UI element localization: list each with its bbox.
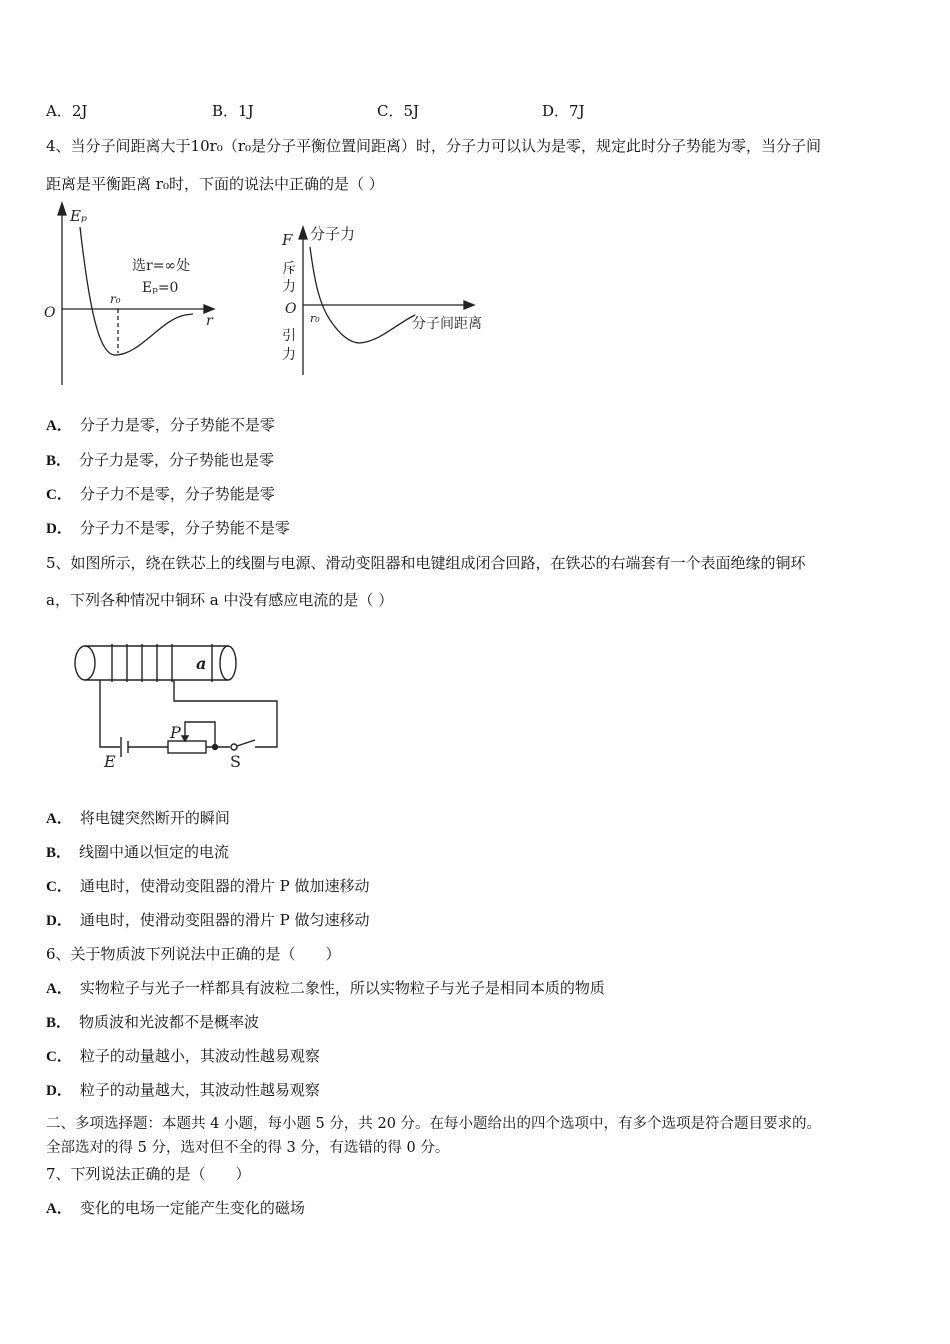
option-text: 线圈中通以恒定的电流 xyxy=(79,843,230,861)
option-text: 物质波和光波都不是概率波 xyxy=(79,1013,260,1031)
q5-stem-line2: a，下列各种情况中铜环 a 中没有感应电流的是（ ） xyxy=(46,591,394,609)
q6-option-b xyxy=(46,1013,259,1032)
q4-stem-line2: 距离是平衡距离 r₀时，下面的说法中正确的是（ ） xyxy=(46,175,384,193)
q3-option-b: B．1J xyxy=(212,102,254,120)
section2-header-line1: 二、多项选择题：本题共 4 小题，每小题 5 分，共 20 分。在每小题给出的四个选项中，有多个选项是符合题目要求的。 xyxy=(46,1116,822,1132)
rheostat-icon xyxy=(168,741,206,753)
q4-option-a xyxy=(46,416,275,435)
option-text: 分子力是零，分子势能不是零 xyxy=(79,416,275,434)
ep-axis-label: Eₚ xyxy=(70,207,87,225)
option-text: 粒子的动量越小，其波动性越易观察 xyxy=(79,1047,320,1065)
f-x-label: 分子间距离 xyxy=(412,316,482,332)
ep-graph xyxy=(44,203,214,385)
section2-header-line2: 全部选对的得 5 分，选对但不全的得 3 分，有选错的得 0 分。 xyxy=(46,1140,450,1156)
q5-stem-line1: 5、如图所示，绕在铁芯上的线圈与电源、滑动变阻器和电键组成闭合回路，在铁芯的右端套有一个表面绝缘的铜环 xyxy=(46,554,806,572)
switch-icon xyxy=(231,744,237,750)
q3-option-d: D．7J xyxy=(542,102,585,120)
q4-figures xyxy=(30,195,530,395)
q5-option-d xyxy=(46,911,369,930)
ep-note-2: Eₚ=0 xyxy=(142,280,179,296)
ep-origin: O xyxy=(44,305,56,321)
ep-x-label: r xyxy=(206,313,213,329)
f-repulse-1: 斥 xyxy=(282,261,296,277)
f-title: 分子力 xyxy=(310,225,356,243)
option-key: D． xyxy=(46,913,72,929)
q6-stem: 6、关于物质波下列说法中正确的是（ ） xyxy=(46,945,341,963)
option-text: 通电时，使滑动变阻器的滑片 P 做匀速移动 xyxy=(79,911,370,929)
q5-option-a xyxy=(46,809,230,828)
option-text: 分子力是零，分子势能也是零 xyxy=(79,451,275,469)
ep-note-1: 选r=∞处 xyxy=(132,258,191,274)
f-attract-1: 引 xyxy=(282,328,296,344)
option-key: B． xyxy=(46,453,72,469)
q5-option-c xyxy=(46,877,369,896)
q4-option-d xyxy=(46,519,290,538)
f-attract-2: 力 xyxy=(282,347,296,363)
option-text: 变化的电场一定能产生变化的磁场 xyxy=(79,1199,305,1217)
option-key: A． xyxy=(46,1201,72,1217)
q4-option-c xyxy=(46,485,275,504)
slider-label: P xyxy=(170,723,181,742)
q4-option-b xyxy=(46,451,274,470)
option-text: 粒子的动量越大，其波动性越易观察 xyxy=(79,1081,320,1099)
option-key: D． xyxy=(46,521,72,537)
option-text: 分子力不是零，分子势能不是零 xyxy=(79,519,290,537)
option-key: B． xyxy=(46,1015,72,1031)
q6-option-d xyxy=(46,1081,320,1100)
q3-option-c: C．5J xyxy=(377,102,420,120)
ep-r0-label: r₀ xyxy=(110,292,121,306)
option-key: C． xyxy=(46,1049,72,1065)
option-key: A． xyxy=(46,418,72,434)
q4-stem-line1: 4、当分子间距离大于10r₀（r₀是分子平衡位置间距离）时，分子力可以认为是零，规定此时分子势能为零，当分子间 xyxy=(46,137,822,155)
option-key: D． xyxy=(46,1083,72,1099)
option-key: A． xyxy=(46,811,72,827)
option-text: 分子力不是零，分子势能是零 xyxy=(79,485,275,503)
option-text: 实物粒子与光子一样都具有波粒二象性，所以实物粒子与光子是相同本质的物质 xyxy=(79,979,605,997)
q7-stem: 7、下列说法正确的是（ ） xyxy=(46,1165,251,1183)
q6-option-c xyxy=(46,1047,320,1066)
battery-label: E xyxy=(104,752,116,771)
ring-label: a xyxy=(196,654,207,673)
switch-label: S xyxy=(230,752,241,771)
q5-circuit-figure xyxy=(60,625,300,775)
f-repulse-2: 力 xyxy=(282,279,296,295)
q3-options xyxy=(46,102,846,120)
q6-option-a xyxy=(46,979,605,998)
option-key: C． xyxy=(46,879,72,895)
q7-option-a xyxy=(46,1199,305,1218)
f-r0-label: r₀ xyxy=(310,312,320,325)
q5-option-b xyxy=(46,843,229,862)
f-origin: O xyxy=(285,301,297,317)
option-text: 通电时，使滑动变阻器的滑片 P 做加速移动 xyxy=(79,877,370,895)
option-text: 将电键突然断开的瞬间 xyxy=(79,809,230,827)
option-key: B． xyxy=(46,845,72,861)
force-graph xyxy=(281,225,482,375)
option-key: A． xyxy=(46,981,72,997)
option-key: C． xyxy=(46,487,72,503)
f-axis-label: F xyxy=(282,231,293,249)
q3-option-a: A．2J xyxy=(46,102,88,120)
